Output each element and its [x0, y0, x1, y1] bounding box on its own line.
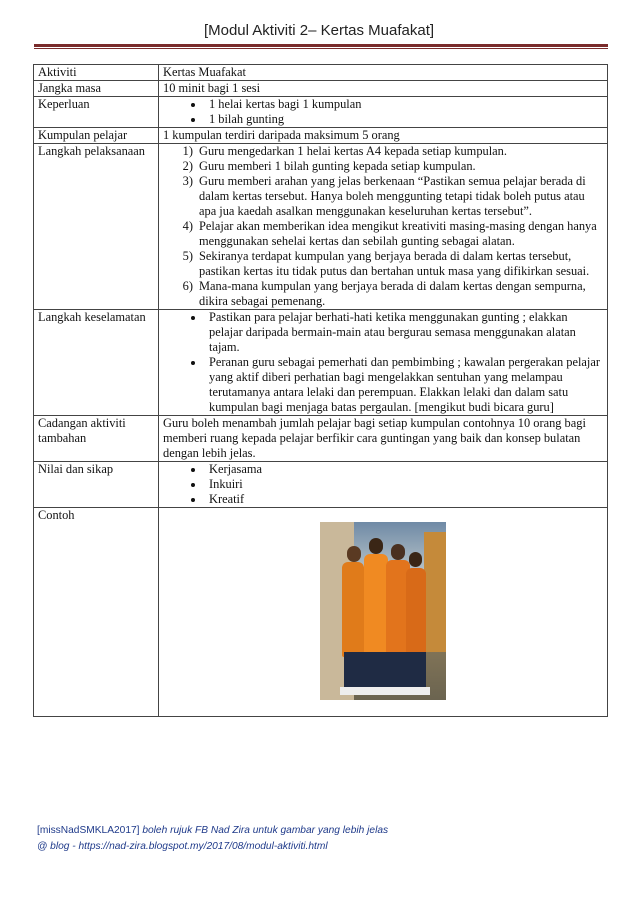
table-row-jangka-masa	[34, 81, 608, 97]
list-item	[163, 159, 603, 174]
row-label: Keperluan	[34, 97, 159, 128]
row-value	[159, 508, 608, 717]
row-label: Kumpulan pelajar	[34, 128, 159, 144]
photo-paper	[340, 687, 430, 695]
row-label: Langkah keselamatan	[34, 310, 159, 416]
row-label: Langkah pelaksanaan	[34, 144, 159, 310]
list-item: • 1 bilah gunting	[205, 112, 603, 127]
photo-student	[342, 562, 364, 657]
activity-table	[33, 64, 608, 717]
step-text: Guru memberi arahan yang jelas berkenaan “Pastikan semua pelajar berada di dalam kertas tersebut. Hanya boleh menggunting tetapi tidak boleh putus atau apa jua kaedah asalkan menggunakan keseluruhan kertas tersebut”.	[199, 174, 586, 218]
step-text: Guru memberi 1 bilah gunting kepada setiap kumpulan.	[199, 159, 476, 173]
photo-door	[424, 532, 446, 652]
keselamatan-list	[163, 310, 603, 415]
step-text: Sekiranya terdapat kumpulan yang berjaya berada di dalam kertas tersebut, pastikan kertas itu tidak putus dan bertahan untuk masa yang difikirkan sesuai.	[199, 249, 590, 278]
footer-author-tag: [missNadSMKLA2017]	[37, 825, 140, 836]
footer-line-1	[37, 823, 388, 839]
list-item	[163, 174, 603, 219]
list-item: • Kerjasama	[205, 462, 603, 477]
row-value	[159, 144, 608, 310]
table-row-kumpulan-pelajar	[34, 128, 608, 144]
nilai-list	[163, 462, 603, 507]
row-value: 10 minit bagi 1 sesi	[159, 81, 608, 97]
step-number: 2)	[182, 159, 193, 173]
row-value: Kertas Muafakat	[159, 65, 608, 81]
photo-student	[364, 554, 388, 654]
photo-head	[409, 552, 422, 567]
step-number: 5)	[182, 249, 193, 263]
step-text: Pelajar akan memberikan idea mengikut kreativiti masing-masing dengan hanya menggunakan sehelai kertas dan sebilah gunting sebagai alatan.	[199, 219, 597, 248]
table-row-aktiviti	[34, 65, 608, 81]
photo-head	[391, 544, 405, 560]
list-item: • Pastikan para pelajar berhati-hati ketika menggunakan gunting ; elakkan pelajar daripada bermain-main atau bergurau semasa menggunakan alatan tajam.	[205, 310, 603, 355]
table-row-keperluan	[34, 97, 608, 128]
table-row-nilai-dan-sikap	[34, 462, 608, 508]
list-item	[163, 144, 603, 159]
steps-list	[163, 144, 603, 309]
row-label: Contoh	[34, 508, 159, 717]
row-label: Nilai dan sikap	[34, 462, 159, 508]
list-item	[163, 279, 603, 309]
footer-blog-link[interactable]: @ blog - https://nad-zira.blogspot.my/2017/08/modul-aktiviti.html	[37, 841, 328, 852]
list-item	[163, 249, 603, 279]
footer	[37, 823, 388, 855]
photo-student	[406, 568, 426, 656]
footer-note: boleh rujuk FB Nad Zira untuk gambar yang lebih jelas	[139, 825, 389, 836]
row-label: Aktiviti	[34, 65, 159, 81]
step-text: Mana-mana kumpulan yang berjaya berada di dalam kertas dengan sempurna, dikira sebagai pemenang.	[199, 279, 586, 308]
list-item: • Kreatif	[205, 492, 603, 507]
step-number: 6)	[182, 279, 193, 293]
row-value: Guru boleh menambah jumlah pelajar bagi setiap kumpulan contohnya 10 orang bagi memberi ruang kepada pelajar berfikir cara guntingan yang baik dan konsep bulatan dengan lebih jelas.	[159, 416, 608, 462]
step-number: 1)	[182, 144, 193, 158]
table-row-cadangan	[34, 416, 608, 462]
table-row-langkah-keselamatan	[34, 310, 608, 416]
list-item	[163, 219, 603, 249]
header-divider	[34, 44, 608, 49]
example-photo	[320, 522, 446, 700]
page-header-title: [Modul Aktiviti 2– Kertas Muafakat]	[203, 22, 435, 39]
table-row-contoh	[34, 508, 608, 717]
row-label: Cadangan aktiviti tambahan	[34, 416, 159, 462]
step-number: 4)	[182, 219, 193, 233]
list-item: • Peranan guru sebagai pemerhati dan pembimbing ; kawalan pergerakan pelajar yang aktif diberi perhatian bagi mengelakkan sentuhan yang melampau terutamanya antara lelaki dan perempuan. Elakkan lelaki dan dalam satu kumpulan bagi menjaga batas pergaulan. [mengikut budi bicara guru]	[205, 355, 603, 415]
list-item: • 1 helai kertas bagi 1 kumpulan	[205, 97, 603, 112]
row-value: 1 kumpulan terdiri daripada maksimum 5 orang	[159, 128, 608, 144]
photo-head	[369, 538, 383, 554]
row-value	[159, 462, 608, 508]
row-value	[159, 310, 608, 416]
row-value	[159, 97, 608, 128]
step-number: 3)	[182, 174, 193, 188]
photo-head	[347, 546, 361, 562]
list-item: • Inkuiri	[205, 477, 603, 492]
table-row-langkah-pelaksanaan	[34, 144, 608, 310]
step-text: Guru mengedarkan 1 helai kertas A4 kepada setiap kumpulan.	[199, 144, 507, 158]
row-label: Jangka masa	[34, 81, 159, 97]
keperluan-list	[163, 97, 603, 127]
photo-pants	[344, 652, 426, 692]
